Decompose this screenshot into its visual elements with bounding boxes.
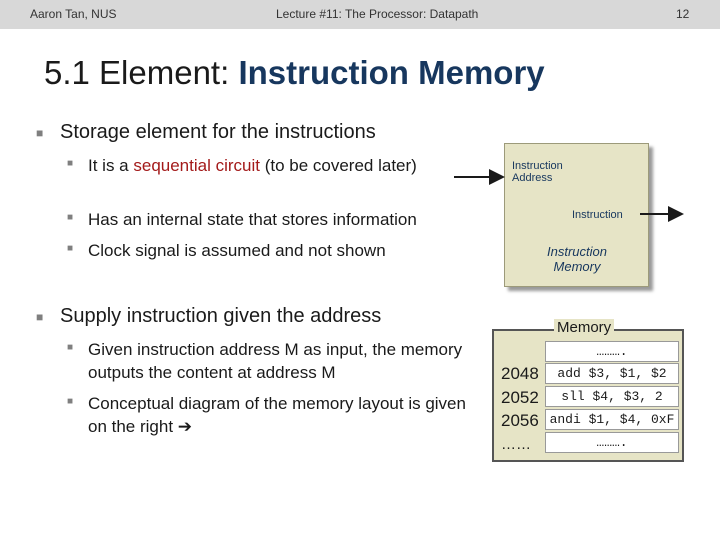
bullet-square-icon: ■ xyxy=(67,396,74,407)
memory-cell: add $3, $1, $2 xyxy=(545,363,679,384)
header-author: Aaron Tan, NUS xyxy=(30,7,117,21)
instruction-address-label-line2: Address xyxy=(512,172,553,184)
right-arrow-icon: ➔ xyxy=(177,417,193,436)
memory-cell: sll $4, $3, 2 xyxy=(545,386,679,407)
header-page-number: 12 xyxy=(676,7,690,21)
memory-layout-title: Memory xyxy=(554,319,614,336)
bullet-square-icon: ■ xyxy=(36,310,44,324)
bullet-sequential-emphasis: sequential circuit xyxy=(133,156,260,175)
bullet-supply: Supply instruction given the address xyxy=(60,305,382,327)
memory-address: 2052 xyxy=(501,388,539,407)
memory-cell: ………. xyxy=(545,432,679,453)
bullet-square-icon: ■ xyxy=(67,342,74,353)
memory-cell: andi $1, $4, 0xF xyxy=(545,409,679,430)
bullet-square-icon: ■ xyxy=(36,126,44,140)
bullet-storage: Storage element for the instructions xyxy=(60,121,376,143)
slide-title-prefix: 5.1 Element: xyxy=(44,54,239,91)
bullet-square-icon: ■ xyxy=(67,243,74,254)
bullet-internal-state: Has an internal state that stores information xyxy=(88,210,417,229)
bullet-conceptual-text: Conceptual diagram of the memory layout is given on the right xyxy=(88,394,466,436)
bullet-square-icon: ■ xyxy=(67,212,74,223)
instruction-address-label xyxy=(512,160,563,184)
memory-address: 2048 xyxy=(501,364,539,383)
slide-title-emphasis: Instruction Memory xyxy=(238,54,545,91)
instruction-memory-label xyxy=(532,244,622,274)
bullet-sequential-post: (to be covered later) xyxy=(259,156,417,175)
bullet-given-address: Given instruction address M as input, the memory outputs the content at address M xyxy=(88,340,463,382)
instruction-address-label-line1: Instruction xyxy=(512,160,563,172)
instruction-memory-label-line2: Memory xyxy=(553,259,601,274)
memory-cell: ………. xyxy=(545,341,679,362)
bullet-sequential-pre: It is a xyxy=(88,156,134,175)
header-lecture-title: Lecture #11: The Processor: Datapath xyxy=(276,7,479,21)
bullet-square-icon: ■ xyxy=(67,158,74,169)
memory-address: …… xyxy=(501,436,531,453)
memory-address: 2056 xyxy=(501,411,539,430)
instruction-memory-label-line1: Instruction xyxy=(547,244,607,259)
bullet-clock: Clock signal is assumed and not shown xyxy=(88,241,386,260)
instruction-output-label: Instruction xyxy=(572,209,623,221)
